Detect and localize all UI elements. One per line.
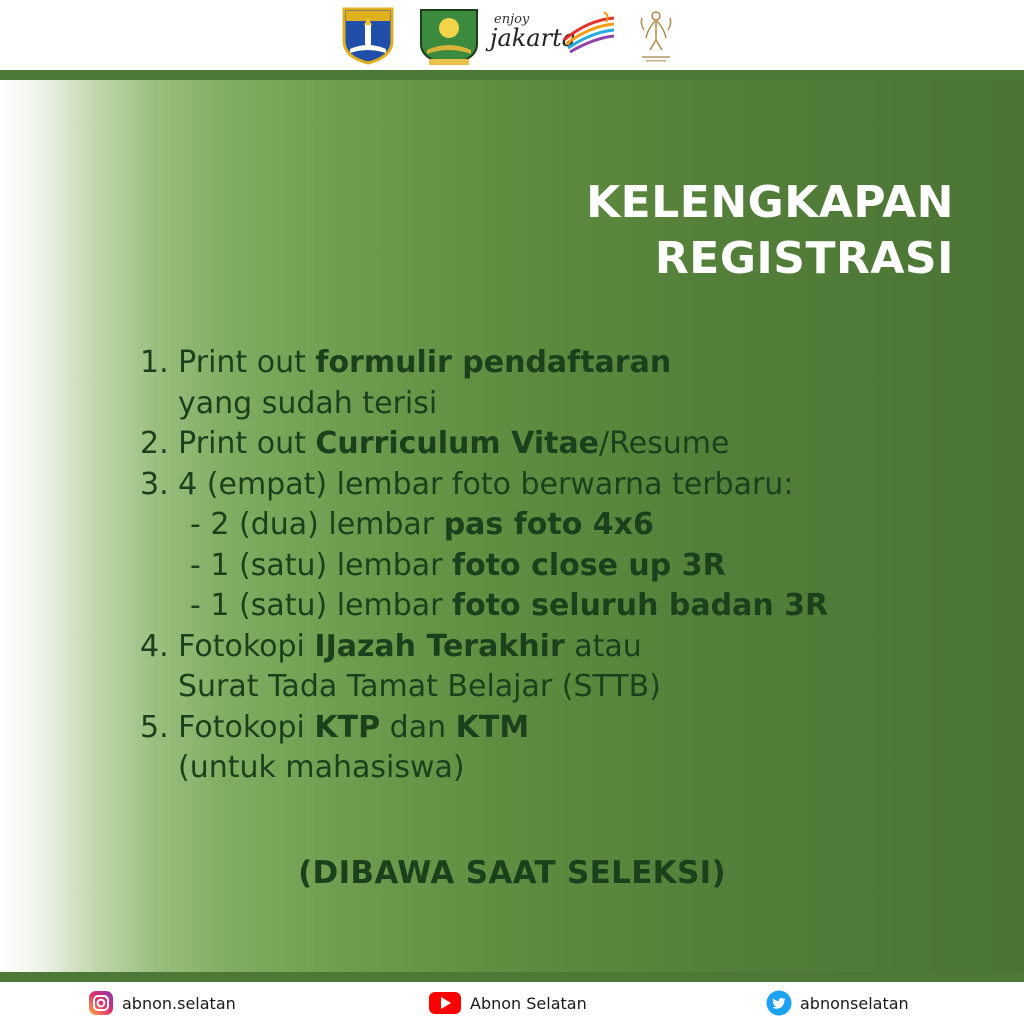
item-bold-text: KTP <box>314 709 381 745</box>
item-number: 1. <box>140 345 179 380</box>
item-bold-text: Curriculum Vitae <box>315 426 600 461</box>
list-item-4-continuation: Surat Tada Tamat Belajar (STTB) <box>178 669 661 704</box>
page-title <box>586 175 954 287</box>
jakarta-crest-logo <box>340 5 396 65</box>
requirements-list <box>140 343 1000 789</box>
list-subitem <box>140 546 1000 587</box>
item-number: 5. <box>140 709 179 745</box>
list-item-1 <box>140 343 1000 384</box>
twitter-icon <box>766 990 792 1016</box>
top-green-divider <box>0 70 1024 80</box>
logo-strip <box>0 0 1024 70</box>
subitem-bold-text: foto close up 3R <box>452 547 726 583</box>
jakarta-main-text: jakarta <box>490 24 577 52</box>
social-footer <box>0 982 1024 1024</box>
subitem-text: - 1 (satu) lembar <box>190 547 453 583</box>
title-line-2: REGISTRASI <box>654 233 954 284</box>
item-text: Fotokopi <box>178 709 315 745</box>
item-number: 2. <box>140 426 179 461</box>
list-item-3 <box>140 465 1000 506</box>
instagram-handle: abnon.selatan <box>122 993 236 1013</box>
subitem-bold-text: pas foto 4x6 <box>443 507 654 542</box>
subitem-text: - 1 (satu) lembar <box>190 588 453 623</box>
youtube-link[interactable] <box>428 990 587 1016</box>
list-item-5 <box>140 708 1000 749</box>
item-text-middle: dan <box>380 709 456 745</box>
list-item-5-continuation: (untuk mahasiswa) <box>178 750 465 785</box>
item-text: Print out <box>178 345 316 380</box>
item-text: 4 (empat) lembar foto berwarna terbaru: <box>178 466 794 502</box>
instagram-icon <box>88 990 114 1016</box>
list-subitem <box>140 505 1000 546</box>
item-text: Fotokopi <box>178 628 315 664</box>
item-number: 3. <box>140 466 179 502</box>
subitem-bold-text: foto seluruh badan 3R <box>452 588 829 623</box>
enjoy-small-text: enjoy <box>494 12 530 27</box>
item-bold-text: IJazah Terakhir <box>314 628 565 664</box>
item-text-suffix: atau <box>564 628 642 664</box>
item-bold-text: formulir pendaftaran <box>315 345 672 380</box>
list-item-4 <box>140 627 1000 668</box>
south-jakarta-emblem-logo <box>415 4 483 68</box>
list-subitem <box>140 586 1000 627</box>
twitter-link[interactable] <box>766 990 909 1016</box>
abnon-dancer-logo <box>636 8 676 64</box>
title-line-1: KELENGKAPAN <box>586 177 954 228</box>
instagram-link[interactable] <box>88 990 236 1016</box>
header-bar <box>0 0 1024 70</box>
bring-at-selection-note: (DIBAWA SAAT SELEKSI) <box>298 855 726 891</box>
item-number: 4. <box>140 628 179 664</box>
rainbow-swoosh-icon <box>560 10 618 58</box>
bottom-green-divider <box>0 972 1024 982</box>
item-bold-text: KTM <box>455 709 530 745</box>
list-item-2 <box>140 424 1000 465</box>
youtube-icon <box>428 990 462 1016</box>
list-item-1-continuation: yang sudah terisi <box>178 385 438 421</box>
item-text-suffix: /Resume <box>599 426 730 461</box>
subitem-text: - 2 (dua) lembar <box>190 507 444 542</box>
twitter-handle: abnonselatan <box>800 993 909 1013</box>
enjoy-jakarta-logo <box>490 10 620 60</box>
youtube-handle: Abnon Selatan <box>470 993 587 1013</box>
item-text: Print out <box>178 426 316 461</box>
